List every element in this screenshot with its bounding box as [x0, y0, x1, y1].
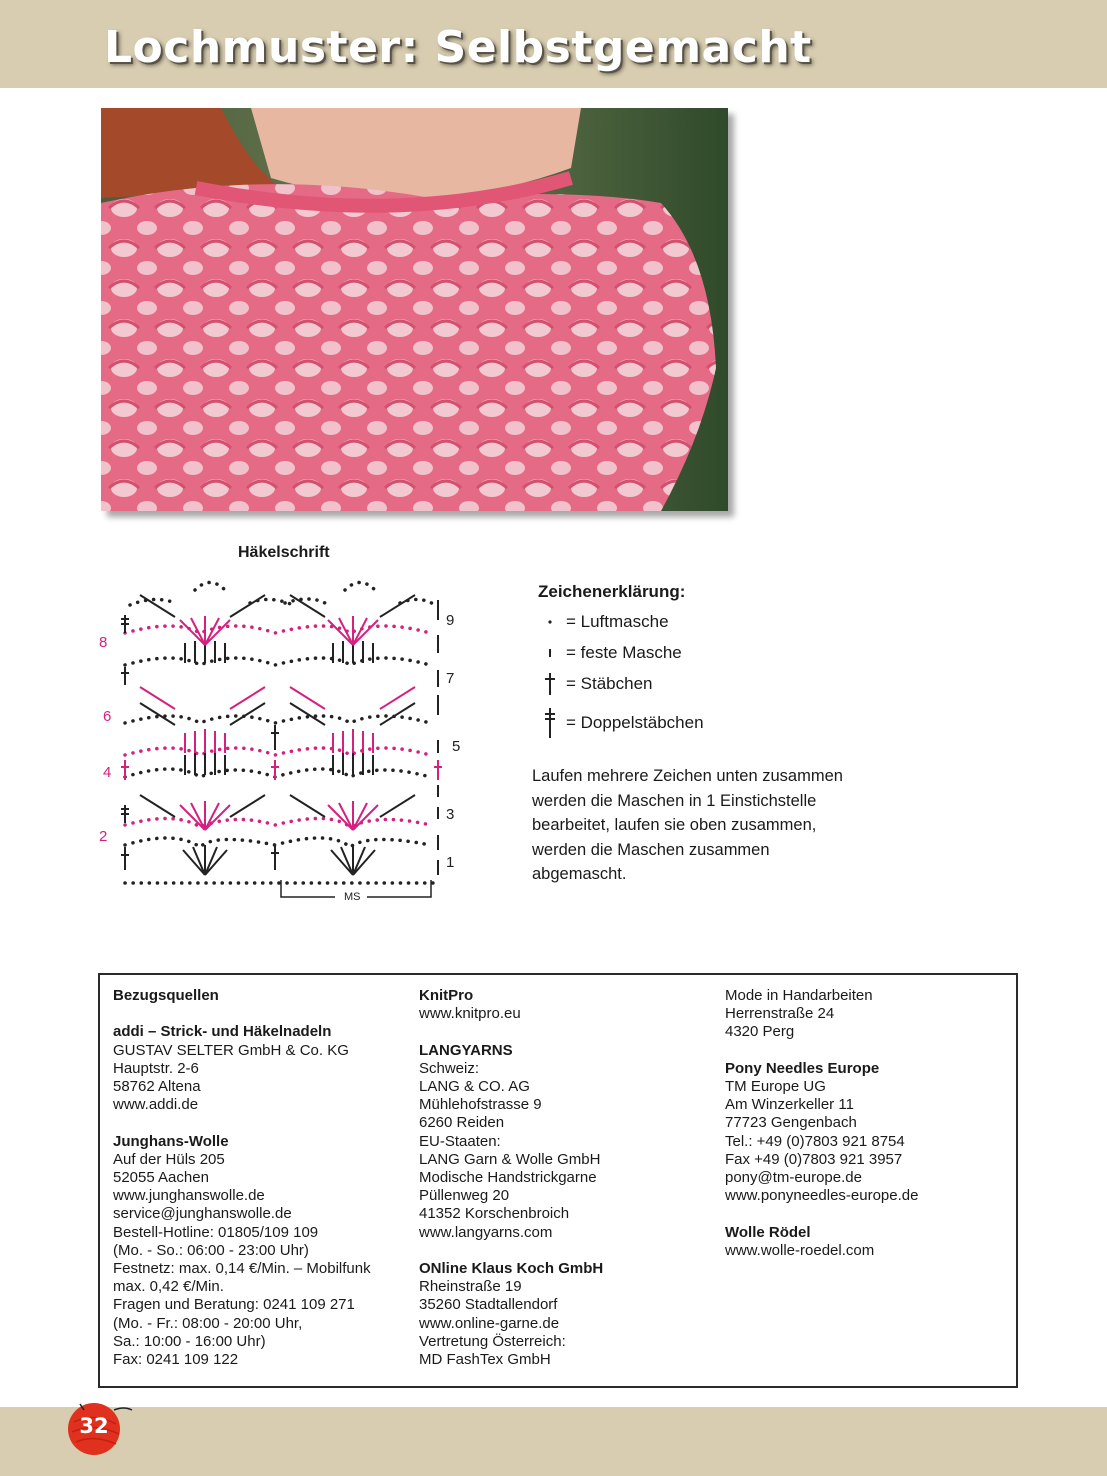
source-line: Modische Handstrickgarne: [419, 1169, 597, 1187]
spacer: [725, 1205, 918, 1223]
double-dagger-icon: [538, 709, 562, 737]
source-line: www.knitpro.eu: [419, 1005, 521, 1023]
source-line: Fragen und Beratung: 0241 109 271: [113, 1296, 355, 1314]
source-line: LANG Garn & Wolle GmbH: [419, 1150, 601, 1168]
source-line: EU-Staaten:: [419, 1132, 501, 1150]
sources-column-2: [419, 987, 603, 1369]
legend-item-luftmasche: [538, 606, 704, 637]
source-line: pony@tm-europe.de: [725, 1169, 862, 1187]
sources-box: [98, 973, 1018, 1388]
legend-title: Zeichenerklärung:: [538, 582, 686, 601]
source-line: LANG & CO. AG: [419, 1078, 530, 1095]
source-line: Püllenweg 20: [419, 1187, 510, 1205]
row-number-3: 3: [446, 806, 455, 823]
row-number-2: 2: [99, 828, 108, 845]
row-number-7: 7: [446, 670, 455, 687]
source-line: max. 0,42 €/Min.: [113, 1278, 224, 1296]
source-line: Mode in Handarbeiten: [725, 987, 873, 1004]
source-line: Bestell-Hotline: 01805/109 109: [113, 1223, 319, 1241]
spacer: [419, 1242, 603, 1260]
page-title: Lochmuster: Selbstgemacht: [104, 22, 812, 73]
legend-item-staebchen: [538, 668, 704, 699]
source-line: MD FashTex GmbH: [419, 1351, 551, 1369]
spacer: [113, 1005, 371, 1023]
explanation-line: werden die Maschen zusammen: [532, 840, 770, 859]
dagger-icon: [538, 670, 562, 698]
source-line: 77723 Gengenbach: [725, 1114, 857, 1132]
repeat-label: MS: [344, 891, 361, 903]
spacer: [419, 1023, 603, 1041]
source-line: (Mo. - So.: 06:00 - 23:00 Uhr): [113, 1241, 309, 1259]
source-line: TM Europe UG: [725, 1078, 826, 1095]
legend-label: = Doppelstäbchen: [566, 713, 704, 732]
legend-item-doppelstaebchen: [538, 699, 704, 747]
sources-column-1: [113, 987, 371, 1369]
explanation-line: abgemascht.: [532, 865, 627, 884]
chart-title: Häkelschrift: [238, 544, 330, 561]
page-number: 32: [79, 1414, 109, 1438]
source-line: www.online-garne.de: [419, 1314, 560, 1332]
legend: [538, 582, 704, 747]
source-line: Tel.: +49 (0)7803 921 8754: [725, 1132, 905, 1150]
source-line: www.junghanswolle.de: [113, 1187, 265, 1205]
spacer: [113, 1114, 371, 1132]
source-line: 41352 Korschenbroich: [419, 1205, 570, 1223]
source-line: www.ponyneedles-europe.de: [725, 1187, 919, 1205]
source-heading: KnitPro: [419, 987, 474, 1004]
legend-label: = Stäbchen: [566, 673, 653, 693]
legend-label: = feste Masche: [566, 642, 682, 662]
sources-column-3: [725, 987, 918, 1260]
source-heading: Junghans-Wolle: [113, 1132, 229, 1150]
dot-icon: [538, 608, 562, 636]
source-line: 4320 Perg: [725, 1023, 795, 1041]
legend-label: = Luftmasche: [566, 611, 669, 631]
source-line: Herrenstraße 24: [725, 1005, 835, 1023]
source-line: 35260 Stadtallendorf: [419, 1296, 558, 1314]
explanation-text: [532, 764, 872, 887]
legend-item-feste-masche: [538, 637, 704, 668]
source-line: 52055 Aachen: [113, 1169, 209, 1186]
explanation-line: werden die Maschen in 1 Einstichstelle: [532, 791, 817, 810]
source-line: service@junghanswolle.de: [113, 1205, 292, 1223]
source-line: www.wolle-roedel.com: [725, 1241, 875, 1259]
sweater-photo-image: [101, 108, 728, 511]
crochet-chart: [95, 575, 475, 915]
spacer: [725, 1042, 918, 1060]
source-line: Sa.: 10:00 - 16:00 Uhr): [113, 1332, 266, 1350]
explanation-line: Laufen mehrere Zeichen unten zusammen: [532, 767, 843, 785]
source-line: GUSTAV SELTER GmbH & Co. KG: [113, 1041, 349, 1059]
source-heading: LANGYARNS: [419, 1041, 513, 1059]
source-line: Rheinstraße 19: [419, 1278, 522, 1296]
row-number-6: 6: [103, 708, 112, 725]
source-line: (Mo. - Fr.: 08:00 - 20:00 Uhr,: [113, 1314, 303, 1332]
source-line: Vertretung Österreich:: [419, 1332, 566, 1350]
row-number-8: 8: [99, 634, 108, 651]
source-heading: ONline Klaus Koch GmbH: [419, 1260, 604, 1278]
source-line: Auf der Hüls 205: [113, 1150, 225, 1168]
sweater-photo: [101, 108, 728, 511]
source-line: 6260 Reiden: [419, 1114, 505, 1132]
source-heading: addi – Strick- und Häkelnadeln: [113, 1023, 332, 1041]
source-line: Festnetz: max. 0,14 €/Min. – Mobilfunk: [113, 1260, 371, 1278]
source-line: www.addi.de: [113, 1096, 199, 1114]
explanation-line: bearbeitet, laufen sie oben zusammen,: [532, 816, 817, 835]
crochet-chart-svg: [95, 575, 475, 910]
short-bar-icon: [538, 639, 562, 667]
source-heading: Bezugsquellen: [113, 987, 219, 1004]
source-line: Am Winzerkeller 11: [725, 1096, 854, 1114]
source-line: Fax: 0241 109 122: [113, 1351, 239, 1369]
source-line: 58762 Altena: [113, 1078, 201, 1095]
footer-band: [0, 1407, 1107, 1476]
source-heading: Wolle Rödel: [725, 1223, 811, 1241]
row-number-4: 4: [103, 764, 112, 781]
row-number-9: 9: [446, 612, 455, 629]
row-number-1: 1: [446, 854, 455, 871]
source-heading: Pony Needles Europe: [725, 1059, 880, 1077]
source-line: www.langyarns.com: [419, 1223, 553, 1241]
row-number-5: 5: [452, 738, 461, 755]
source-line: Schweiz:: [419, 1059, 480, 1077]
source-line: Fax +49 (0)7803 921 3957: [725, 1150, 903, 1168]
source-line: Mühlehofstrasse 9: [419, 1096, 542, 1114]
source-line: Hauptstr. 2-6: [113, 1059, 199, 1077]
